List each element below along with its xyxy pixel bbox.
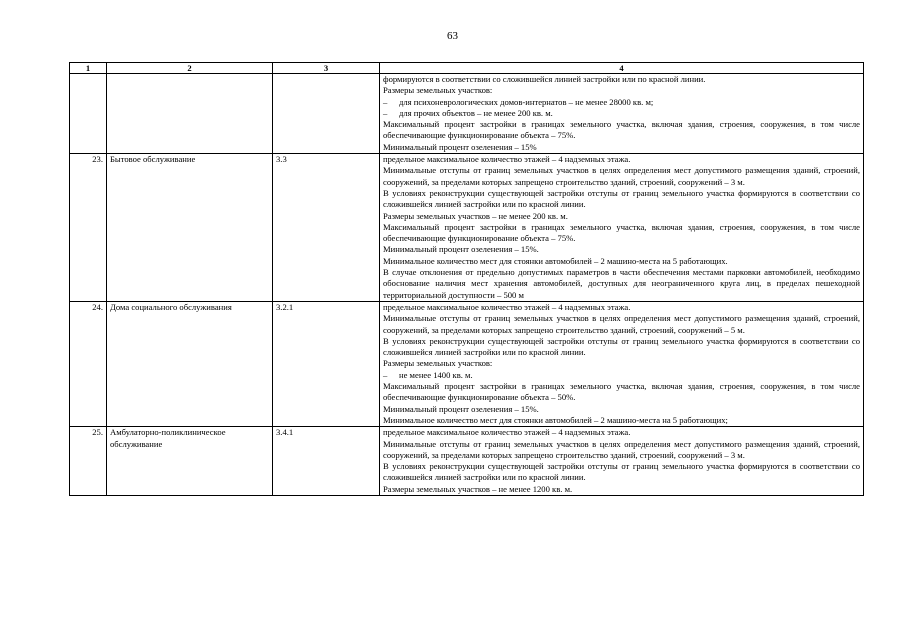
line-text: Минимальные отступы от границ земельных участков в целях определения мест допустимого размещения зданий, строений, сооружений, за пределами которых запрещено строительство зданий, строений, сооружений – 5 м. <box>383 313 860 335</box>
table-header-row <box>70 63 864 74</box>
dash-bullet: – <box>383 107 388 118</box>
line-text: Размеры земельных участков – не менее 200 кв. м. <box>383 210 568 221</box>
line-text: предельное максимальное количество этажей – 4 надземных этажа. <box>383 427 631 438</box>
parameter-line <box>383 154 860 165</box>
parameter-line <box>383 85 860 96</box>
parameters-cell <box>380 301 864 426</box>
parameter-line <box>383 74 860 85</box>
line-text: В условиях реконструкции существующей застройки отступы от границ земельного участка формируются в соответствии со сложившейся линией застройки или по красной линии. <box>383 335 860 358</box>
dash-bullet: – <box>383 369 388 380</box>
parameter-line <box>383 119 860 142</box>
parameter-line <box>383 484 860 495</box>
land-use-code <box>273 74 380 154</box>
list-item <box>383 108 860 119</box>
line-text: предельное максимальное количество этажей – 4 надземных этажа. <box>383 154 631 165</box>
line-text: Размеры земельных участков – не менее 1200 кв. м. <box>383 483 573 494</box>
row-number: 23. <box>70 154 107 302</box>
line-text: Минимальное количество мест для стоянки автомобилей – 2 машино-места на 5 работающих; <box>383 414 728 425</box>
parameter-line <box>383 415 860 426</box>
parameters-cell <box>380 154 864 302</box>
table-body <box>70 74 864 496</box>
parameter-line <box>383 302 860 313</box>
parameters-cell <box>380 74 864 154</box>
parameter-line <box>383 336 860 359</box>
row-number: 24. <box>70 301 107 426</box>
line-text: В условиях реконструкции существующей застройки отступы от границ земельного участка формируются в соответствии со сложившейся линией застройки или по красной линии. <box>383 461 860 483</box>
line-text: Максимальный процент застройки в границах земельного участка, включая здания, строения, сооружения, в том числе обеспечивающие функционирование объекта – 75%. <box>383 221 860 244</box>
parameter-line <box>383 461 860 484</box>
line-text: предельное максимальное количество этажей – 4 надземных этажа. <box>383 301 631 312</box>
table-row <box>70 427 864 496</box>
line-text: Минимальное количество мест для стоянки автомобилей – 2 машино-места на 5 работающих. <box>383 255 728 266</box>
parameter-line <box>383 222 860 245</box>
land-use-code: 3.2.1 <box>273 301 380 426</box>
parameter-line <box>383 188 860 211</box>
parameter-line <box>383 427 860 438</box>
land-use-name: Амбулаторно-поликлиническое обслуживание <box>107 427 273 496</box>
table-row <box>70 154 864 302</box>
row-number <box>70 74 107 154</box>
line-text: Минимальные отступы от границ земельных участков в целях определения мест допустимого размещения зданий, строений, сооружений, за пределами которых запрещено строительство зданий, строений, сооружений – 3 м. <box>383 165 860 187</box>
parameter-line <box>383 381 860 404</box>
line-text: В условиях реконструкции существующей застройки отступы от границ земельного участка формируются в соответствии со сложившейся линией застройки или по красной линии. <box>383 187 860 210</box>
column-header-4: 4 <box>380 63 864 74</box>
parameter-line <box>383 244 860 255</box>
land-use-code: 3.3 <box>273 154 380 302</box>
line-text: Размеры земельных участков: <box>383 85 493 96</box>
column-header-1: 1 <box>70 63 107 74</box>
parameter-line <box>383 358 860 369</box>
land-use-code: 3.4.1 <box>273 427 380 496</box>
list-item <box>383 370 860 381</box>
line-text: Минимальные отступы от границ земельных участков в целях определения мест допустимого размещения зданий, строений, сооружений, за пределами которых запрещено строительство зданий, строений, сооружений – 3 м. <box>383 438 860 460</box>
line-text: для психоневрологических домов-интернатов – не менее 28000 кв. м; <box>399 96 654 107</box>
parameter-line <box>383 267 860 301</box>
parameter-line <box>383 211 860 222</box>
line-text: не менее 1400 кв. м. <box>399 369 473 380</box>
parameter-line <box>383 439 860 462</box>
row-number: 25. <box>70 427 107 496</box>
line-text: Максимальный процент застройки в границах земельного участка, включая здания, строения, сооружения, в том числе обеспечивающие функционирование объекта – 75%. <box>383 119 860 141</box>
parameter-line <box>383 165 860 188</box>
page-number: 63 <box>447 30 458 42</box>
land-use-name: Дома социального обслуживания <box>107 301 273 426</box>
column-header-3: 3 <box>273 63 380 74</box>
line-text: Минимальный процент озеленения – 15%. <box>383 403 539 414</box>
parameter-line <box>383 142 860 153</box>
line-text: Размеры земельных участков: <box>383 358 493 369</box>
land-use-name <box>107 74 273 154</box>
line-text: Минимальный процент озеленения – 15%. <box>383 244 539 255</box>
line-text: Максимальный процент застройки в границах земельного участка, включая здания, строения, сооружения, в том числе обеспечивающие функционирование объекта – 50%. <box>383 381 860 403</box>
list-item <box>383 97 860 108</box>
parameter-line <box>383 313 860 336</box>
land-use-name: Бытовое обслуживание <box>107 154 273 302</box>
line-text: В случае отклонения от предельно допустимых параметров в части обеспечения местами парковки автомобилей, необходимо обоснование наличия мест хранения автомобилей, доступных для неограниченного круга лиц, в пределах пешеходной территориальной доступности – 500 м <box>383 267 860 300</box>
table-row <box>70 74 864 154</box>
parameters-cell <box>380 427 864 496</box>
parameter-line <box>383 404 860 415</box>
line-text: Минимальный процент озеленения – 15% <box>383 141 537 152</box>
line-text: для прочих объектов – не менее 200 кв. м. <box>399 107 553 118</box>
parameter-line <box>383 256 860 267</box>
line-text: формируются в соответствии со сложившейся линией застройки или по красной линии. <box>383 74 706 84</box>
column-header-2: 2 <box>107 63 273 74</box>
dash-bullet: – <box>383 96 388 107</box>
table-row <box>70 301 864 426</box>
regulations-table <box>69 62 864 496</box>
